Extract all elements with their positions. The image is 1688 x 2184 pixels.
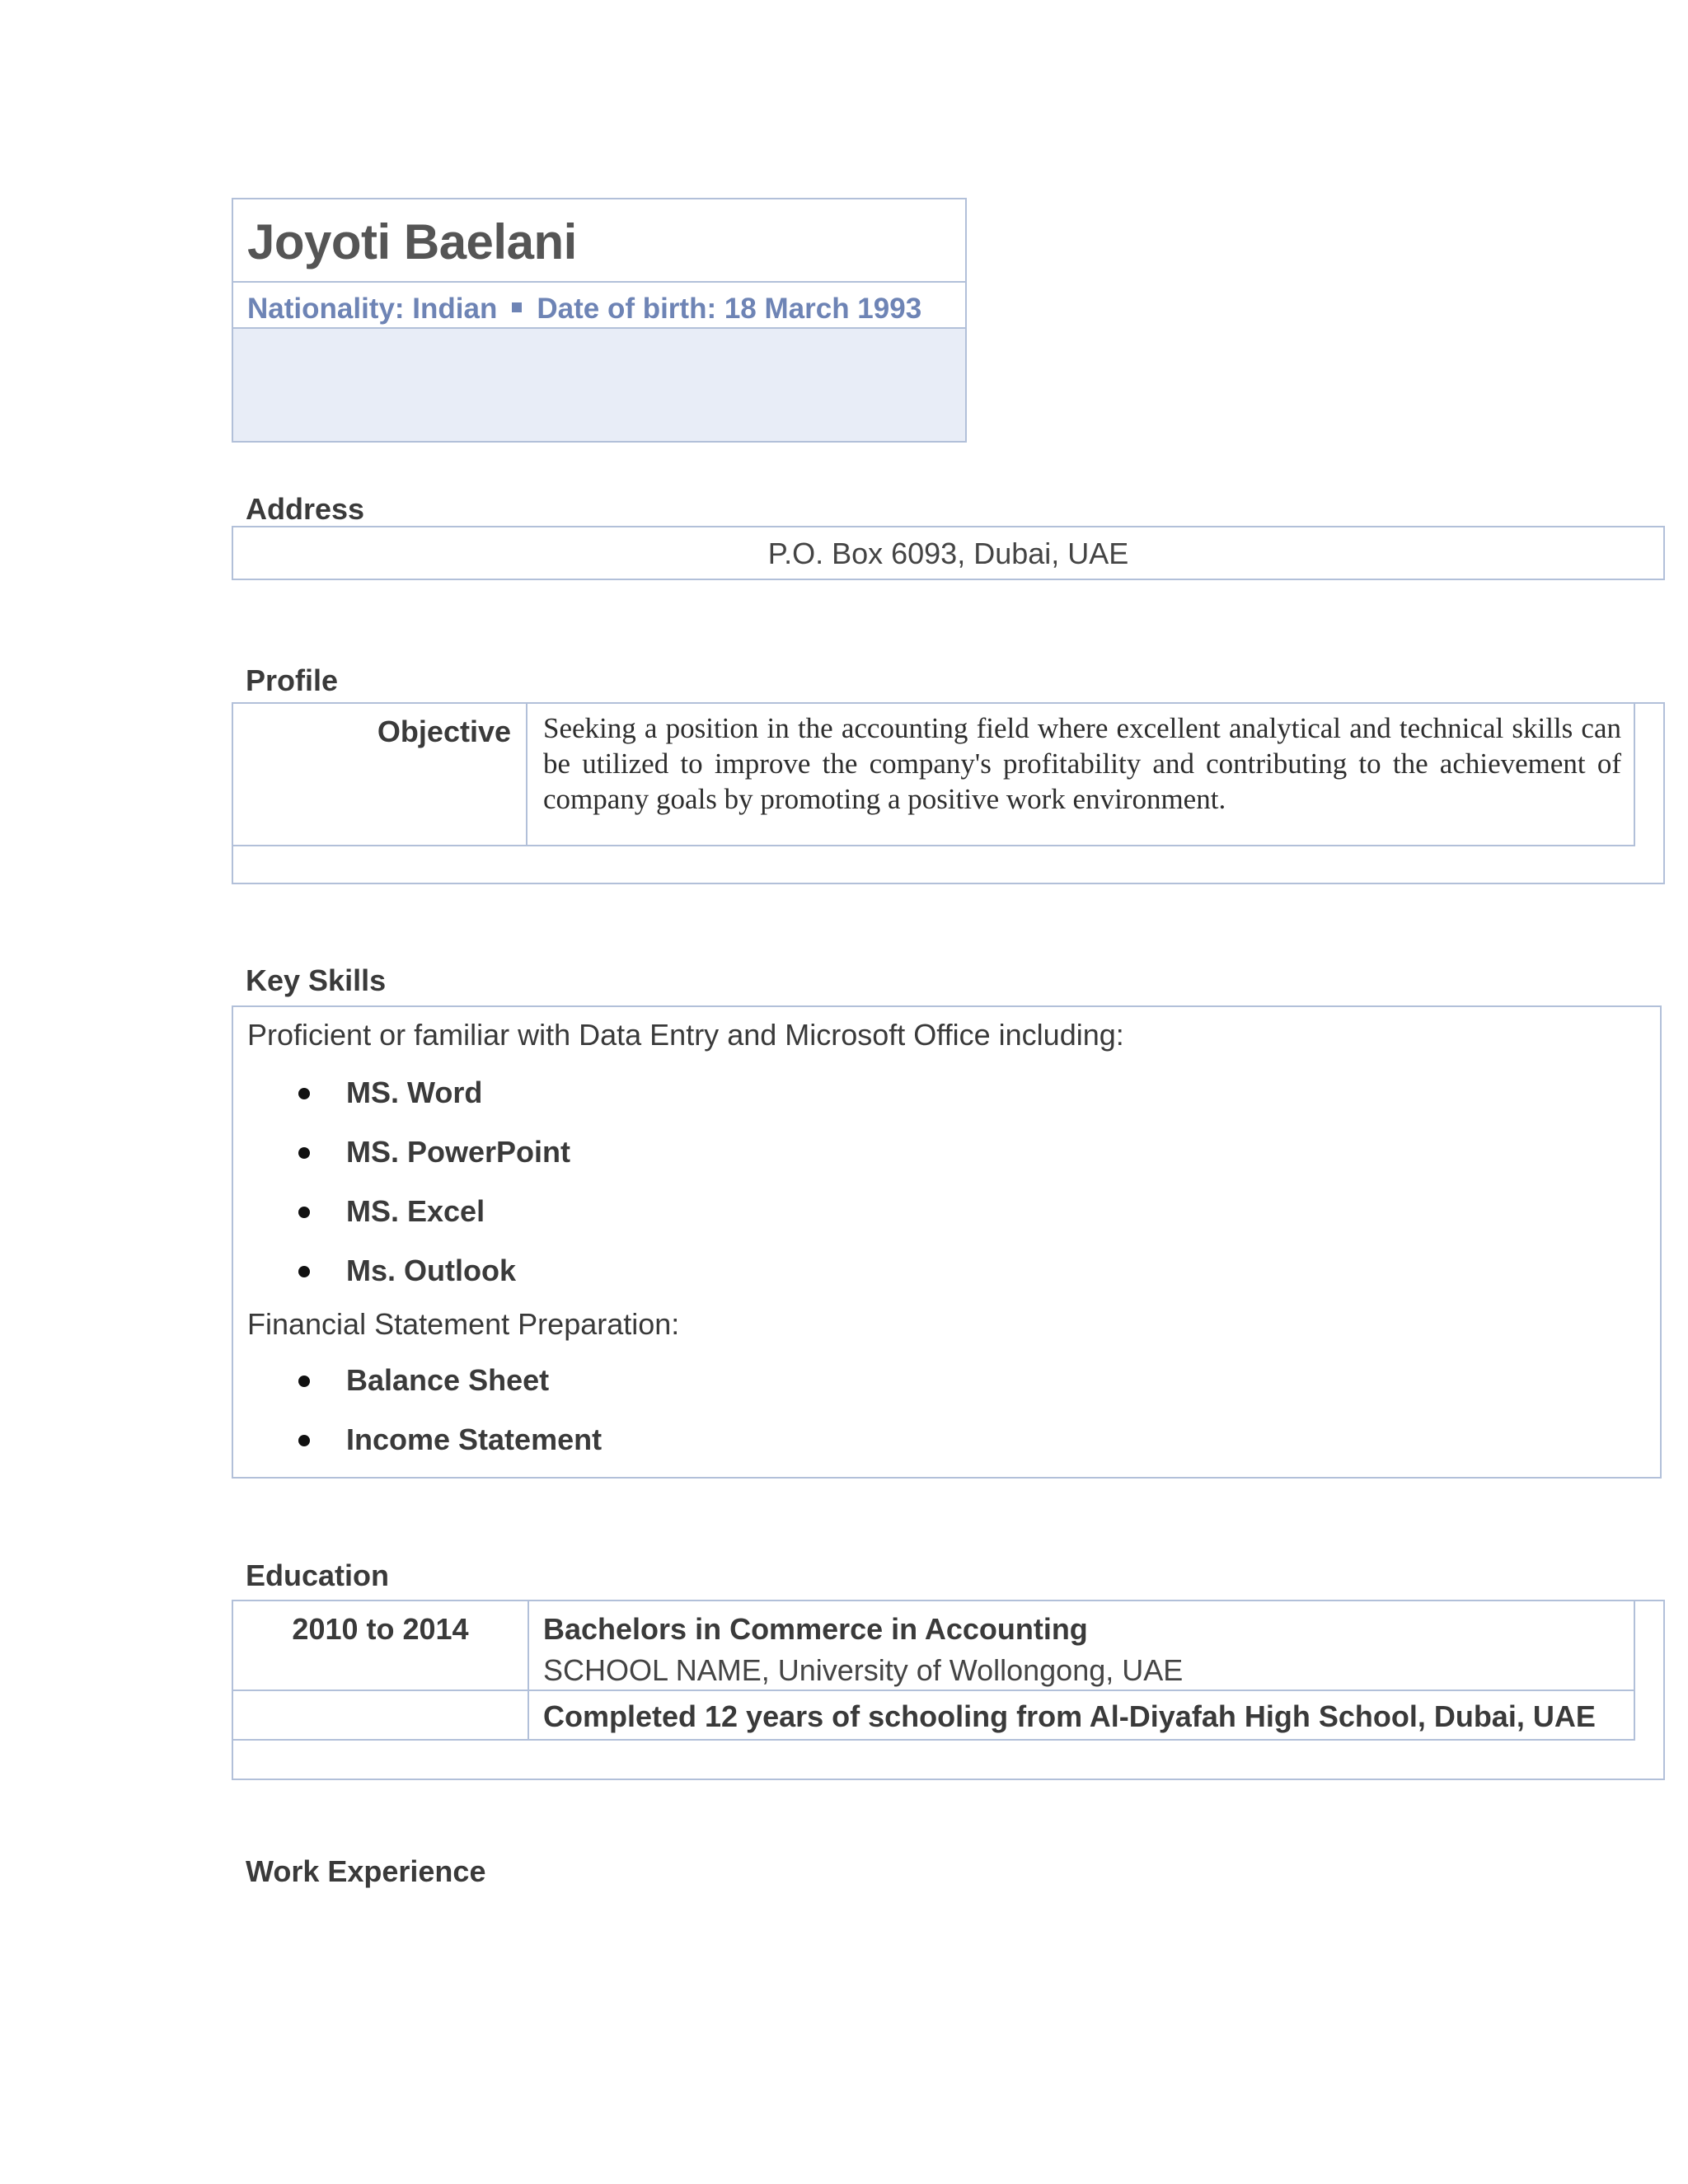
personal-details	[233, 283, 965, 329]
bullet-icon	[298, 1435, 310, 1446]
education-degree: Completed 12 years of schooling from Al-Diyafah High School, Dubai, UAE	[543, 1699, 1596, 1733]
table-row	[233, 1691, 1635, 1741]
bullet-icon	[298, 1147, 310, 1159]
header-shaded-area	[233, 329, 965, 441]
education-school: SCHOOL NAME, University of Wollongong, UAE	[543, 1653, 1184, 1687]
skill-item: MS. Word	[346, 1076, 483, 1109]
skill-item: Balance Sheet	[346, 1363, 550, 1397]
objective-text: Seeking a position in the accounting field where excellent analytical and technical skills can be utilized to improve the company's profitability and contributing to the achievement of company goals by promoting a positive work environment.	[543, 712, 1621, 815]
skill-item: MS. PowerPoint	[346, 1135, 571, 1169]
column-divider	[528, 1691, 529, 1739]
bullet-icon	[298, 1266, 310, 1277]
skill-item: Income Statement	[346, 1422, 603, 1456]
candidate-name: Joyoti Baelani	[233, 199, 965, 283]
profile-table	[232, 702, 1665, 884]
date-of-birth: Date of birth: 18 March 1993	[537, 293, 922, 325]
education-heading: Education	[246, 1558, 390, 1592]
profile-row	[233, 704, 1635, 846]
bullet-icon	[298, 1088, 310, 1099]
column-divider	[528, 1601, 529, 1690]
square-bullet-icon	[512, 302, 522, 312]
resume-header	[232, 198, 967, 443]
bullet-icon	[298, 1207, 310, 1218]
education-table	[232, 1600, 1665, 1780]
skill-item: Ms. Outlook	[346, 1254, 516, 1287]
work-experience-heading: Work Experience	[246, 1854, 486, 1888]
address-value: P.O. Box 6093, Dubai, UAE	[232, 526, 1665, 580]
key-skills-box	[232, 1005, 1662, 1479]
profile-heading: Profile	[246, 663, 339, 697]
education-years: 2010 to 2014	[292, 1612, 469, 1646]
education-degree: Bachelors in Commerce in Accounting	[543, 1612, 1088, 1646]
skills-intro: Proficient or familiar with Data Entry and Microsoft Office including:	[247, 1018, 1124, 1052]
key-skills-heading: Key Skills	[246, 963, 387, 997]
financial-intro: Financial Statement Preparation:	[247, 1307, 680, 1341]
table-row	[233, 1601, 1635, 1691]
bullet-icon	[298, 1376, 310, 1387]
nationality: Nationality: Indian	[247, 293, 498, 325]
objective-label: Objective	[233, 704, 528, 845]
address-heading: Address	[246, 492, 365, 526]
skill-item: MS. Excel	[346, 1194, 485, 1228]
